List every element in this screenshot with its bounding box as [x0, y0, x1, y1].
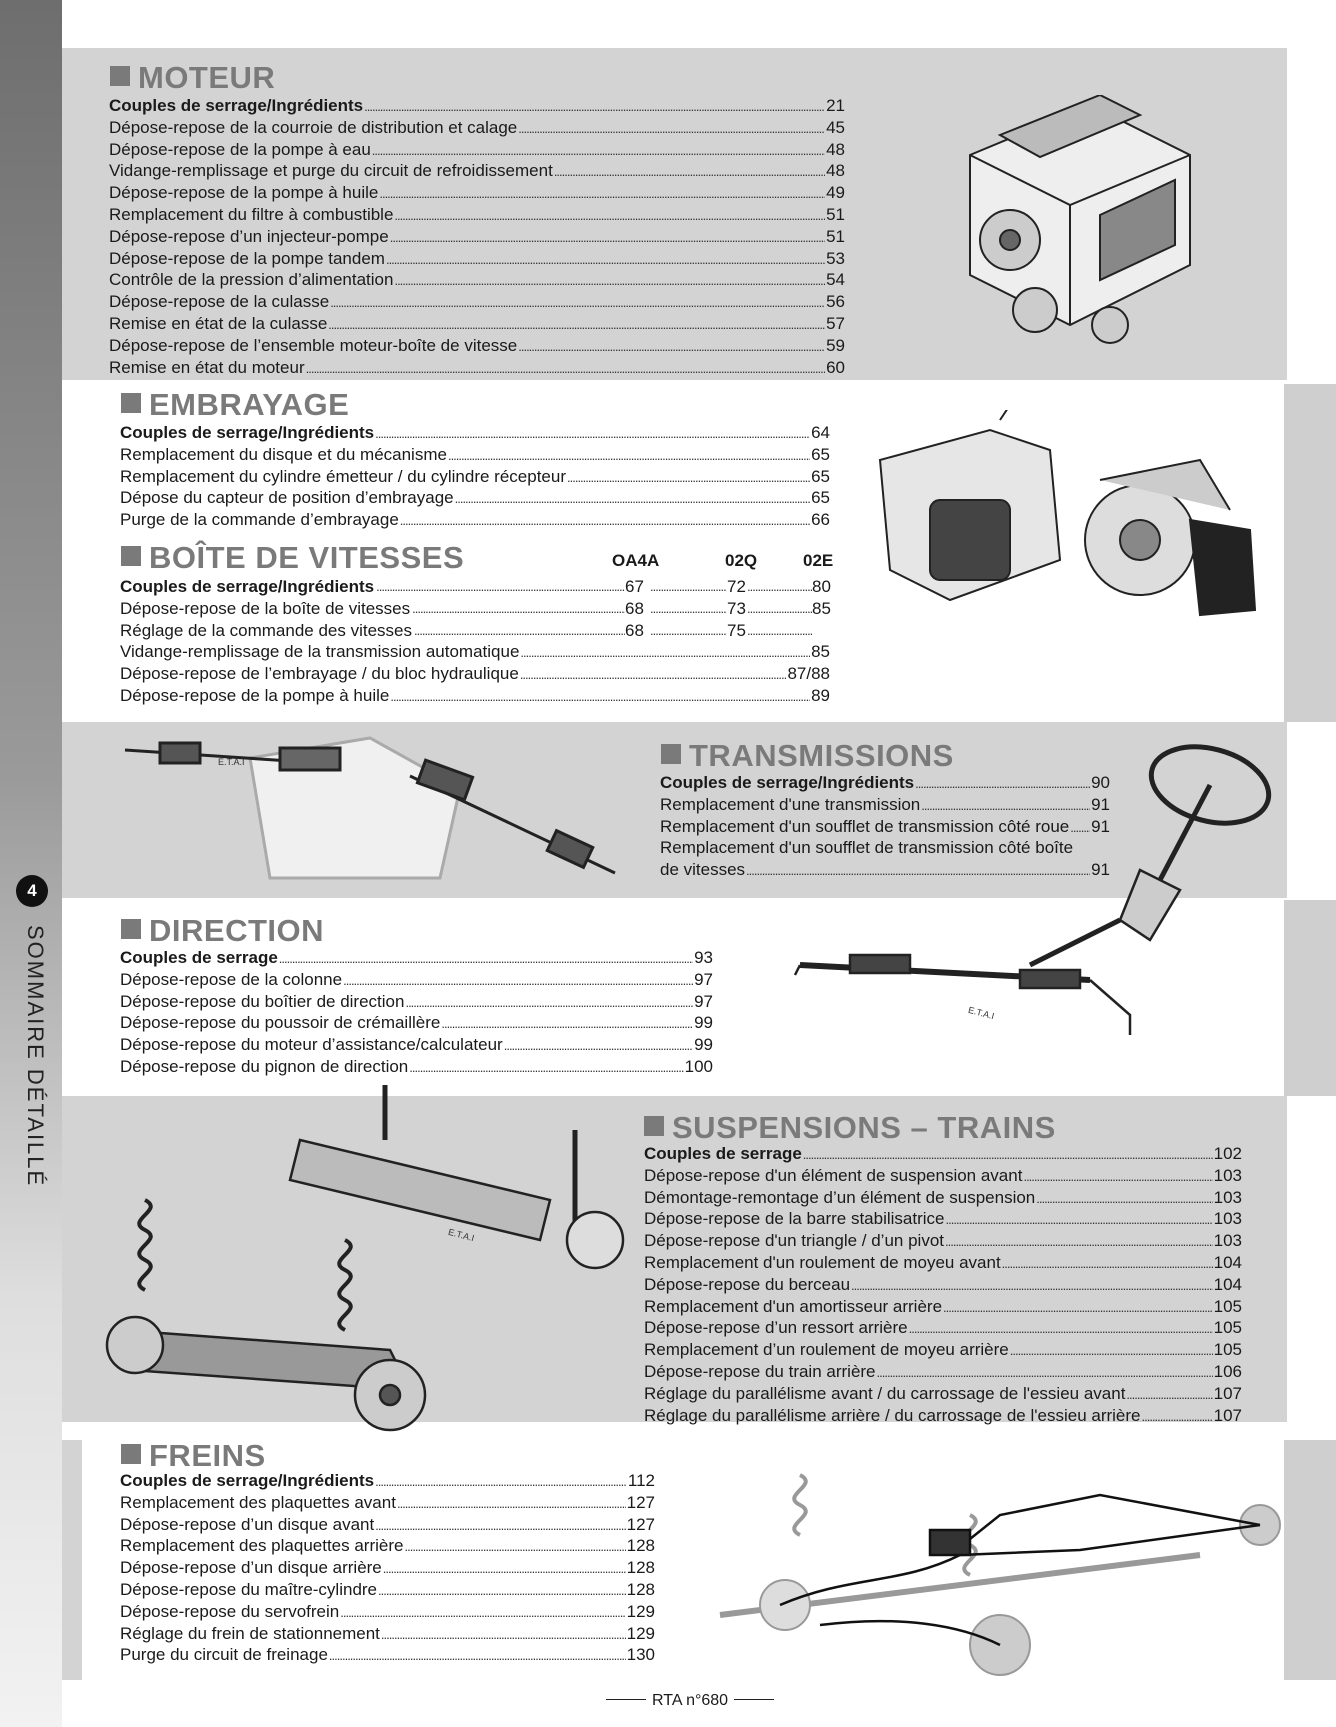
right-tab [1284, 384, 1336, 722]
toc-entry [644, 1187, 1242, 1209]
heading-moteur: MOTEUR [110, 60, 275, 96]
dot-leader [378, 1580, 626, 1602]
toc-entry-page: 93 [694, 948, 713, 967]
toc-entry-page: 103 [1213, 1209, 1242, 1229]
toc-entry-page: 105 [1213, 1340, 1242, 1360]
gearbox-row [120, 576, 830, 598]
gearbox-col-02e: 02E [803, 551, 834, 570]
side-title: SOMMAIRE DÉTAILLÉ [23, 925, 48, 1188]
heading-boite: BOÎTE DE VITESSES [121, 540, 464, 576]
toc-entry-title: Remplacement d’un roulement de moyeu arrière [644, 1340, 1009, 1360]
toc-entry [120, 1034, 713, 1056]
toc-entry-title: Remplacement du filtre à combustible [109, 204, 394, 224]
gearbox-row-label: Dépose-repose de la boîte de vitesses [120, 598, 411, 618]
toc-entry-title: Réglage du parallélisme avant / du carrossage de l'essieu avant [644, 1383, 1126, 1403]
toc-entry-title: Couples de serrage/Ingrédients [120, 1471, 375, 1490]
brakes-illustration [700, 1455, 1290, 1680]
etai-watermark: E.T.A.I [967, 1004, 996, 1022]
toc-entry [120, 641, 830, 663]
toc-entry-title: Remplacement des plaquettes avant [120, 1492, 396, 1512]
heading-transmissions: TRANSMISSIONS [661, 738, 954, 774]
toc-entry-title: Dépose-repose du servofrein [120, 1601, 340, 1621]
toc-entry [644, 1339, 1242, 1361]
section-freins-edge [62, 1440, 82, 1680]
page-number-badge: 4 [16, 875, 48, 907]
dot-leader [279, 948, 693, 970]
toc-entry-title: Remplacement d'un soufflet de transmission côté boîte [660, 838, 1074, 858]
heading-suspensions: SUSPENSIONS – TRAINS [644, 1110, 1056, 1146]
toc-entry-title: Dépose du capteur de position d’embrayage [120, 488, 454, 508]
dot-leader [1036, 1188, 1212, 1210]
toc-entry-title: Remplacement des plaquettes arrière [120, 1536, 404, 1556]
toc-entry-page: 91 [1091, 816, 1110, 836]
toc-entry-title: Purge de la commande d’embrayage [120, 510, 399, 530]
toc-entry-page: 65 [811, 488, 830, 508]
dot-leader [390, 686, 810, 708]
dot-leader [747, 620, 812, 642]
dot-leader [364, 96, 825, 118]
toc-entry-title: Dépose-repose d’un ressort arrière [644, 1318, 908, 1338]
toc-entry-title: Couples de serrage/Ingrédients [120, 423, 375, 442]
toc-entry-title: Dépose-repose d'un triangle / d’un pivot [644, 1231, 944, 1251]
toc-entry-title: Remplacement d'un amortisseur arrière [644, 1296, 943, 1316]
toc-entry [120, 422, 830, 444]
toc-entry [120, 1056, 713, 1078]
dot-leader [330, 292, 825, 314]
toc-entry-page: 99 [694, 1035, 713, 1055]
dot-leader [520, 642, 810, 664]
heading-embrayage: EMBRAYAGE [121, 387, 349, 423]
toc-entry-title: Dépose-repose du train arrière [644, 1361, 876, 1381]
toc-entry [644, 1383, 1242, 1405]
toc-entry-title: Remplacement du cylindre émetteur / du cylindre récepteur [120, 466, 566, 486]
heading-direction: DIRECTION [121, 913, 324, 949]
toc-entry-page: 97 [694, 969, 713, 989]
toc-entry-title: Dépose-repose d’un disque arrière [120, 1558, 382, 1578]
toc-entry-page: 106 [1213, 1361, 1242, 1381]
toc-entry [109, 313, 845, 335]
toc-entry-title: Remplacement d'un soufflet de transmission côté roue [660, 816, 1070, 836]
toc-entry-title: Dépose-repose du boîtier de direction [120, 991, 405, 1011]
gearbox-row [120, 598, 830, 620]
toc-entry [644, 1296, 1242, 1318]
toc-entry-page: 107 [1213, 1383, 1242, 1403]
gearbox-page-c2: 72 [727, 577, 746, 596]
dot-leader [390, 227, 825, 249]
toc-entry-page: 128 [626, 1579, 655, 1599]
dot-leader [306, 358, 825, 380]
dot-leader [946, 1209, 1213, 1231]
toc-entry-page: 53 [826, 248, 845, 268]
dot-leader [375, 423, 810, 445]
toc-entry [120, 1601, 655, 1623]
toc-entry [120, 1470, 655, 1492]
dot-leader [414, 620, 625, 642]
dot-leader [520, 664, 787, 686]
toc-entry-page: 48 [826, 139, 845, 159]
toc-entry-title: Réglage du parallélisme arrière / du carrossage de l'essieu arrière [644, 1405, 1141, 1425]
right-tab [1284, 900, 1336, 1096]
toc-entry-title: Remplacement du disque et du mécanisme [120, 444, 447, 464]
toc-entry [109, 204, 845, 226]
toc-entry-title: Dépose-repose du berceau [644, 1274, 851, 1294]
toc-entry [644, 1274, 1242, 1296]
toc-entry-page: 91 [1091, 860, 1110, 880]
toc-entry-page: 45 [826, 117, 845, 137]
dot-leader [409, 1057, 683, 1079]
toc-entry-page: 129 [626, 1601, 655, 1621]
toc-entry [109, 139, 845, 161]
dot-leader [650, 598, 727, 620]
dot-leader [1023, 1166, 1212, 1188]
toc-entry-title: Dépose-repose du poussoir de crémaillère [120, 1013, 441, 1033]
toc-entry-page: 104 [1213, 1252, 1242, 1272]
toc-entry-title: Dépose-repose de l’embrayage / du bloc hydraulique [120, 663, 519, 683]
toc-entry-page: 105 [1213, 1296, 1242, 1316]
toc-entry [120, 466, 830, 488]
toc-entry-title: Dépose-repose du moteur d’assistance/calculateur [120, 1035, 503, 1055]
toc-entry-title: Dépose-repose du maître-cylindre [120, 1579, 378, 1599]
toc-entry-title: Démontage-remontage d’un élément de suspension [644, 1187, 1036, 1207]
toc-entry-title: Couples de serrage [120, 948, 278, 967]
gearbox-page-c2: 73 [727, 598, 746, 618]
toc-entry-title: Dépose-repose de la courroie de distribution et calage [109, 117, 518, 137]
toc-suspensions [644, 1143, 1242, 1426]
toc-entry-title: Dépose-repose d’un disque avant [120, 1514, 375, 1534]
toc-entry [109, 291, 845, 313]
toc-entry [644, 1252, 1242, 1274]
dot-leader [650, 576, 727, 598]
toc-entry-title: Dépose-repose du pignon de direction [120, 1056, 409, 1076]
dot-leader [405, 992, 693, 1014]
toc-entry-title: Remplacement d'un roulement de moyeu avant [644, 1252, 1001, 1272]
toc-entry [120, 685, 830, 707]
toc-entry [120, 1535, 655, 1557]
toc-entry-page: 90 [1091, 773, 1110, 792]
toc-entry-page: 64 [811, 423, 830, 442]
dot-leader [943, 1297, 1213, 1319]
dot-leader [1002, 1253, 1213, 1275]
toc-entry-page: 66 [811, 510, 830, 530]
dot-leader [394, 270, 825, 292]
dot-leader [397, 1493, 626, 1515]
dot-leader [404, 1536, 625, 1558]
dot-leader [394, 205, 825, 227]
engine-illustration [940, 95, 1200, 370]
toc-entry [120, 991, 713, 1013]
steering-illustration [790, 730, 1290, 1075]
dot-leader [554, 161, 825, 183]
toc-entry-page: 59 [826, 335, 845, 355]
footer [600, 1692, 780, 1710]
dot-leader [518, 336, 825, 358]
dot-leader [747, 576, 812, 598]
toc-entry-page: 51 [826, 226, 845, 246]
toc-entry-page: 99 [694, 1013, 713, 1033]
footer-label: RTA n°680 [652, 1692, 729, 1709]
dot-leader [1010, 1340, 1213, 1362]
toc-entry-page: 56 [826, 292, 845, 312]
toc-entry-page: 102 [1213, 1144, 1242, 1163]
toc-entry [120, 969, 713, 991]
gearbox-page-c3: 85 [812, 598, 831, 618]
toc-entry-title: Dépose-repose de la pompe à eau [109, 139, 371, 159]
toc-embrayage [120, 422, 830, 531]
toc-freins [120, 1470, 655, 1666]
dot-leader [851, 1275, 1213, 1297]
toc-entry-page: 91 [1091, 794, 1110, 814]
gearbox-page-c3: 80 [812, 577, 831, 596]
toc-entry-page: 129 [626, 1623, 655, 1643]
toc-entry-page: 100 [684, 1056, 713, 1076]
toc-entry-page: 54 [826, 270, 845, 290]
dot-leader [877, 1362, 1213, 1384]
toc-entry-page: 85 [811, 642, 830, 661]
dot-leader [1142, 1406, 1213, 1428]
toc-entry-title: Dépose-repose d'un élément de suspension avant [644, 1165, 1023, 1185]
toc-entry-title: Dépose-repose de la culasse [109, 292, 330, 312]
dot-leader [343, 970, 693, 992]
driveshaft-illustration [120, 728, 620, 888]
toc-boite [120, 641, 830, 706]
toc-entry [644, 1405, 1242, 1427]
dot-leader [803, 1144, 1213, 1166]
toc-entry-title: Vidange-remplissage de la transmission automatique [120, 642, 520, 661]
dot-leader [328, 314, 825, 336]
dot-leader [375, 1515, 625, 1537]
toc-entry [109, 269, 845, 291]
toc-entry-title: Couples de serrage/Ingrédients [109, 96, 364, 115]
dot-leader [650, 620, 727, 642]
toc-entry [109, 182, 845, 204]
gearbox-row [120, 620, 830, 642]
dot-leader [376, 576, 625, 598]
toc-entry [120, 1012, 713, 1034]
dot-leader [400, 510, 810, 532]
toc-entry-title: Vidange-remplissage et purge du circuit de refroidissement [109, 161, 553, 181]
toc-entry-page: 51 [826, 204, 845, 224]
toc-entry-page: 130 [626, 1645, 655, 1665]
gearbox-page-c1: 67 [625, 577, 644, 596]
dot-leader [381, 1624, 626, 1646]
dot-leader [386, 249, 825, 271]
toc-entry-page: 103 [1213, 1187, 1242, 1207]
toc-entry [644, 1230, 1242, 1252]
dot-leader [567, 467, 810, 489]
toc-entry [120, 1492, 655, 1514]
toc-entry-page: 127 [626, 1492, 655, 1512]
toc-entry [109, 357, 845, 379]
gearbox-row-label: Réglage de la commande des vitesses [120, 620, 412, 640]
toc-entry-page: 97 [694, 991, 713, 1011]
toc-entry-page: 128 [626, 1536, 655, 1556]
toc-entry-title: Couples de serrage [644, 1144, 802, 1163]
toc-entry [120, 487, 830, 509]
toc-moteur [109, 95, 845, 378]
toc-entry [120, 1514, 655, 1536]
toc-entry-page: 57 [826, 313, 845, 333]
toc-entry-page: 65 [811, 466, 830, 486]
etai-watermark: E.T.A.I [218, 757, 245, 767]
toc-entry [109, 160, 845, 182]
toc-entry-page: 103 [1213, 1165, 1242, 1185]
toc-entry-title: Réglage du frein de stationnement [120, 1623, 380, 1643]
gearbox-row-label: Couples de serrage/Ingrédients [120, 577, 375, 596]
toc-entry-title: Dépose-repose de la pompe tandem [109, 248, 385, 268]
dot-leader [1126, 1384, 1212, 1406]
dot-leader [504, 1035, 693, 1057]
dot-leader [329, 1645, 626, 1667]
dot-leader [909, 1318, 1213, 1340]
toc-entry [120, 1644, 655, 1666]
toc-entry-page: 60 [826, 357, 845, 377]
dot-leader [379, 183, 825, 205]
toc-entry-title: Purge du circuit de freinage [120, 1645, 328, 1665]
toc-entry-page: 104 [1213, 1274, 1242, 1294]
toc-entry [109, 248, 845, 270]
toc-entry [120, 1579, 655, 1601]
suspension-illustration [90, 1080, 630, 1440]
dot-leader [412, 598, 625, 620]
toc-entry [120, 1623, 655, 1645]
toc-entry-page: 112 [627, 1471, 655, 1490]
toc-entry [120, 663, 830, 685]
gearbox-col-02q: 02Q [725, 551, 758, 570]
toc-entry [644, 1361, 1242, 1383]
side-spine [0, 0, 62, 1727]
toc-entry [120, 1557, 655, 1579]
toc-entry [120, 509, 830, 531]
toc-entry-title: Dépose-repose de l’ensemble moteur-boîte de vitesse [109, 335, 518, 355]
toc-direction [120, 947, 713, 1078]
toc-entry [109, 226, 845, 248]
toc-entry-page: 87/88 [787, 663, 830, 683]
dot-leader [372, 140, 825, 162]
toc-entry [109, 95, 845, 117]
toc-entry-title: Dépose-repose d’un injecteur-pompe [109, 226, 389, 246]
toc-entry-page: 21 [826, 96, 845, 115]
toc-entry-page: 107 [1213, 1405, 1242, 1425]
toc-entry-title: Dépose-repose de la barre stabilisatrice [644, 1209, 945, 1229]
gearbox-illustration [870, 410, 1280, 640]
etai-watermark: E.T.A.I [447, 1226, 476, 1244]
dot-leader [383, 1558, 626, 1580]
toc-entry [644, 1317, 1242, 1339]
gearbox-page-c1: 68 [625, 598, 644, 618]
gearbox-page-c1: 68 [625, 620, 644, 640]
toc-entry-title: Remise en état de la culasse [109, 313, 328, 333]
toc-entry-title: Couples de serrage/Ingrédients [660, 773, 915, 792]
right-tab [1284, 1440, 1336, 1680]
toc-entry-title: Dépose-repose de la pompe à huile [109, 183, 379, 203]
gearbox-page-c2: 75 [727, 620, 746, 640]
toc-entry-title: Remise en état du moteur [109, 357, 305, 377]
toc-entry-title: Contrôle de la pression d’alimentation [109, 270, 394, 290]
dot-leader [375, 1471, 627, 1493]
dot-leader [747, 598, 812, 620]
toc-entry [644, 1165, 1242, 1187]
toc-entry-title: Dépose-repose de la colonne [120, 969, 343, 989]
toc-entry-page: 103 [1213, 1231, 1242, 1251]
toc-entry-page: 127 [626, 1514, 655, 1534]
toc-entry-page: 65 [811, 444, 830, 464]
toc-entry-page: 89 [811, 685, 830, 705]
toc-entry [120, 444, 830, 466]
toc-entry-page: 128 [626, 1558, 655, 1578]
toc-entry-title: Dépose-repose de la pompe à huile [120, 685, 390, 705]
toc-entry [644, 1208, 1242, 1230]
toc-entry-page: 105 [1213, 1318, 1242, 1338]
toc-entry [644, 1143, 1242, 1165]
heading-freins: FREINS [121, 1438, 266, 1474]
toc-entry-page: 49 [826, 183, 845, 203]
dot-leader [518, 118, 825, 140]
dot-leader [455, 488, 810, 510]
dot-leader [441, 1013, 693, 1035]
dot-leader [340, 1602, 625, 1624]
toc-entry-page: 48 [826, 161, 845, 181]
toc-entry [109, 117, 845, 139]
gearbox-col-oa4a: OA4A [612, 551, 660, 570]
toc-entry [109, 335, 845, 357]
dot-leader [945, 1231, 1213, 1253]
toc-entry-title: Remplacement d'une transmission [660, 794, 921, 814]
toc-entry [120, 947, 713, 969]
dot-leader [448, 445, 810, 467]
toc-entry-title: de vitesses [660, 860, 746, 880]
